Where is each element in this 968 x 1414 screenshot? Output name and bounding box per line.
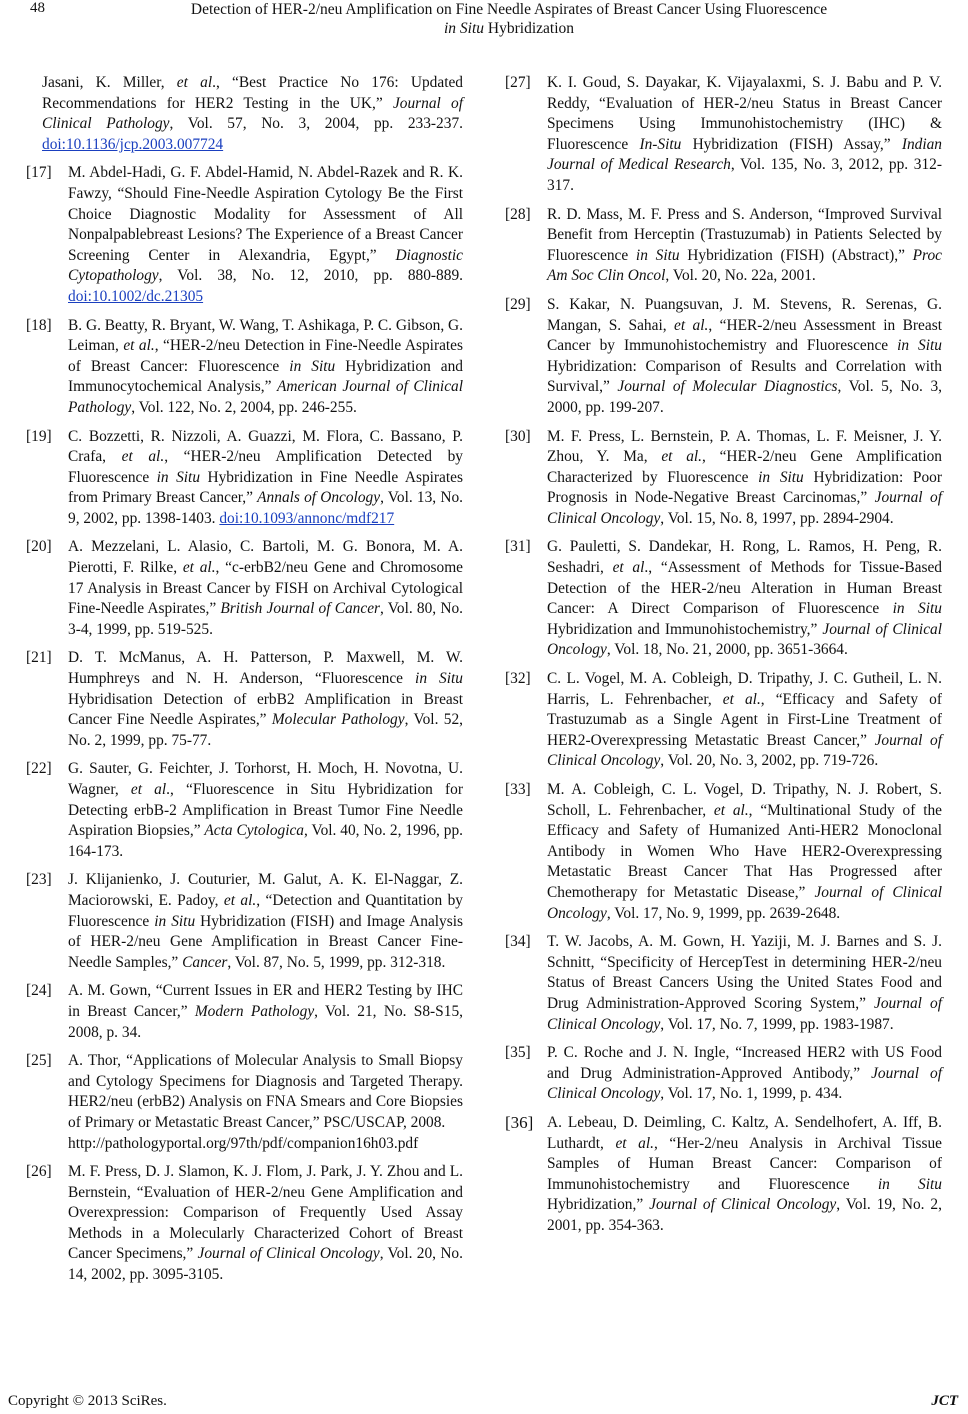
reference-number: [18] [26,316,52,334]
footer-journal: JCT [931,1393,958,1409]
reference-italic-text: et al. [223,891,257,909]
reference-text: A. Lebeau, D. Deimling, C. Kaltz, A. Sendelhofert, A. Iff, B. Luthardt, [547,1113,942,1152]
reference-text: , Vol. 17, No. 9, 1999, pp. 2639-2648. [606,904,841,922]
reference-text: Hybridization (FISH) (Abstract),” [679,246,913,264]
reference-entry [26,870,463,973]
reference-text: , Vol. 17, No. 7, 1999, pp. 1983-1987. [660,1015,894,1033]
reference-text: A. Thor, “Applications of Molecular Analysis to Small Biopsy and Cytology Specimens for Diagnosis and Targeted Therapy. HER2/neu (erbB2) Analysis on FNA Smears and Core Biopsies of Primary or Metastatic Breast Cancer,” PSC/USCAP, 2008. [68,1052,463,1131]
reference-number: [25] [26,1052,52,1070]
reference-entry [505,1043,942,1105]
reference-text: , Vol. 52, No. 2, 1999, pp. 75-77. [68,711,464,749]
reference-italic-text: American Journal of Clinical Pathology [68,378,463,416]
reference-text: , Vol. 18, No. 21, 2000, pp. 3651-3664. [606,641,848,659]
reference-italic-text: et al [130,781,167,798]
reference-text: Hybridisation Detection of erbB2 Amplification in Breast Cancer Fine Needle Aspirates,” [68,690,463,729]
reference-italic-text: Journal of Clinical Oncology [547,994,943,1033]
doi-link[interactable]: doi:10.1093/annonc/mdf217 [219,509,395,527]
reference-text: J. Klijanienko, J. Couturier, M. Galut, A. K. El-Naggar, Z. Maciorowski, E. Padoy, [68,871,463,909]
reference-entry [26,1162,463,1286]
reference-text: M. A. Cobleigh, C. L. Vogel, D. Tripathy, N. J. Robert, S. Scholl, L. Fehrenbacher, [547,781,942,819]
reference-text: , Vol. 135, No. 3, 2012, pp. 312-317. [547,156,942,194]
reference-number: [32] [505,670,531,688]
reference-number: [29] [505,295,531,313]
reference-text: Jasani, K. Miller, [42,74,177,91]
reference-entry [505,932,942,1035]
reference-text: S. Kakar, N. Puangsuvan, J. M. Stevens, R. Serenas, G. Mangan, S. Sahai, [547,295,942,334]
references-right-column [505,73,942,1244]
reference-text: , Vol. 122, No. 2, 2004, pp. 246-255. [131,398,357,416]
reference-text: ., “Fluorescence in Situ Hybridization for Detecting erbB-2 Amplification in Breast Tumor Fine Needle Aspiration Biopsies,” [68,781,463,840]
reference-entry [26,537,463,640]
reference-italic-text: in Situ [154,912,196,930]
reference-number: [23] [26,871,52,889]
reference-text: , Vol. 15, No. 8, 1997, pp. 2894-2904. [660,509,894,527]
reference-italic-text: et al. [722,690,761,708]
reference-entry [505,780,942,924]
reference-text: Hybridization: Comparison of Results and Correlation with Survival,” [547,357,942,396]
reference-text: K. I. Goud, S. Dayakar, K. Vijayalaxmi, S. J. Babu and P. V. Reddy, “Evaluation of HER-2/neu Status in Breast Cancer Specimens Using Immunohistochemistry (IHC) & Fluorescence [547,74,942,153]
reference-italic-text: et al. [713,801,749,819]
reference-text: P. C. Roche and J. N. Ingle, “Increased HER2 with US Food and Drug Administration-Approved Antibody,” [547,1044,942,1082]
reference-text: C. Bozzetti, R. Nizzoli, A. Guazzi, M. Flora, C. Bassano, P. Crafa, [68,427,463,466]
reference-italic-text: et al. [674,316,709,334]
reference-italic-text: in Situ [877,1175,942,1193]
page-number: 48 [30,0,45,16]
reference-text: G. Sauter, G. Feichter, J. Torhorst, H. Moch, H. Novotna, U. Wagner, [68,760,463,798]
reference-italic-text: et al [176,74,213,91]
reference-number: [24] [26,982,52,1000]
reference-text: , “Multinational Study of the Efficacy and Safety of Humanized Anti-HER2 Monoclonal Antibody in Women Who Have HER2-Overexpressing Metastatic Breast Cancer That Has Progressed after Chemotherapy for Metastatic Disease,” [547,801,942,901]
reference-italic-text: Journal of Clinical Oncology [547,883,942,922]
reference-italic-text: et al. [661,448,703,466]
reference-text: M. Abdel-Hadi, G. F. Abdel-Hamid, N. Abdel-Razek and R. K. Fawzy, “Should Fine-Needle Aspiration Cytology Be the First Choice Diagnostic Modality for Assessment of All Nonpalpablebreast Lesions? The Experience of a Breast Cancer Screening Center in Alexandria, Egypt,” [68,164,463,264]
reference-text: D. T. McManus, A. H. Patterson, P. Maxwell, M. W. Humphreys and N. H. Anderson, “Fluorescence [68,649,463,688]
reference-italic-text: Diagnostic Cytopathology [68,246,463,285]
reference-number: [31] [505,538,531,556]
reference-text: , Vol. 80, No. 3-4, 1999, pp. 519-525. [68,600,463,638]
references-left-column [26,73,463,1294]
running-head-line1: Detection of HER-2/neu Amplification on Fine Needle Aspirates of Breast Cancer Using Fluorescence [190,1,828,18]
reference-entry [26,163,463,307]
reference-italic-text: Journal of Clinical Oncology [547,731,942,770]
reference-text: , “HER-2/neu Assessment in Breast Cancer by Immunohistochemistry and Fluorescence [547,316,942,355]
reference-number: [28] [505,205,531,223]
reference-text: A. M. Gown, “Current Issues in ER and HER2 Testing by IHC in Breast Cancer,” [68,982,463,1020]
reference-text: M. F. Press, D. J. Slamon, K. J. Flom, J. Park, J. Y. Zhou and L. Bernstein, “Evaluation of HER-2/neu Gene Amplification and Overexpression: Comparison of Frequently Used Assay Methods in a Molecularly Characterized Cohort of Breast Cancer Specimens,” [68,1163,463,1263]
reference-italic-text: et al. [121,448,165,466]
reference-text: Hybridization and Immunocytochemical Analysis,” [68,357,464,396]
reference-text: C. L. Vogel, M. A. Cobleigh, D. Tripathy, J. C. Gutheil, L. N. Harris, L. Fehrenbacher, [547,670,942,708]
reference-text: , Vol. 20, No. 3, 2002, pp. 719-726. [660,752,879,770]
reference-italic-text: et al [612,559,645,577]
reference-italic-text: in Situ [289,357,336,375]
reference-italic-text: Journal of Clinical Oncology [649,1196,837,1214]
reference-text: ., “Best Practice No 176: Updated Recommendations for HER2 Testing in the UK,” [42,74,463,112]
reference-italic-text: Journal of Clinical Oncology [547,1064,943,1103]
reference-entry [26,73,463,155]
reference-italic-text: In-Situ [639,135,682,153]
reference-text: , “HER-2/neu Gene Amplification Characterized by Fluorescence [547,448,942,486]
reference-text: , Vol. 17, No. 1, 1999, p. 434. [660,1085,843,1103]
reference-italic-text: Cancer [182,953,228,971]
reference-text: B. G. Beatty, R. Bryant, W. Wang, T. Ashikaga, P. C. Gibson, G. Leiman, [68,316,463,355]
reference-italic-text: et al. [182,559,216,577]
reference-text: , “HER-2/neu Detection in Fine-Needle Aspirates of Breast Cancer: Fluorescence [68,337,463,375]
reference-text: Hybridization and Immunohistochemistry,” [547,620,823,638]
reference-italic-text: Journal of Clinical Oncology [547,489,942,527]
reference-text: , “Her-2/neu Analysis in Archival Tissue Samples of Human Breast Cancer: Comparison of Immunohistochemistry and Fluorescence [547,1134,942,1193]
reference-entry [26,981,463,1043]
reference-number: [19] [26,427,52,445]
reference-italic-text: Molecular Pathology [271,711,405,729]
reference-text: M. F. Press, L. Bernstein, P. A. Thomas, L. F. Meisner, J. Y. Zhou, Y. Ma, [547,427,942,466]
reference-italic-text: Indian Journal of Medical Research [547,135,942,174]
reference-italic-text: in Situ [635,246,680,264]
reference-entry [505,669,942,772]
reference-entry [505,427,942,530]
reference-entry [26,427,463,530]
doi-link[interactable]: doi:10.1136/jcp.2003.007724 [42,135,224,153]
reference-number: [30] [505,427,531,445]
reference-italic-text: Proc Am Soc Clin Oncol [547,246,942,285]
reference-text: Hybridization,” [547,1196,650,1214]
reference-text: , Vol. 21, No. S8-S15, 2008, p. 34. [68,1002,463,1041]
reference-italic-text: in Situ [156,468,201,486]
reference-text: T. W. Jacobs, A. M. Gown, H. Yaziji, M. J. Barnes and S. J. Schnitt, “Specificity of HercepTest in determining HER-2/neu Status of Breast Cancers Using the United States Food and Drug Administration-Approved Scoring System,” [547,933,942,1012]
reference-entry [26,316,463,419]
running-head-rest: Hybridization [484,20,574,37]
reference-italic-text: in Situ [758,468,804,486]
footer-copyright: Copyright © 2013 SciRes. [8,1393,167,1409]
reference-entry [505,73,942,197]
reference-text: Hybridization: Poor Prognosis in Node-Negative Breast Carcinomas,” [547,468,943,507]
reference-entry [505,205,942,287]
reference-number: [34] [505,933,531,951]
reference-italic-text: Journal of Molecular Diagnostics [617,378,838,396]
reference-number: [21] [26,649,52,667]
reference-italic-text: et al. [123,337,155,355]
reference-text: , Vol. 19, No. 2, 2001, pp. 354-363. [547,1196,942,1234]
reference-number: [27] [505,74,531,91]
reference-number: [17] [26,164,52,182]
reference-text: , “Efficacy and Safety of Trastuzumab as a Single Agent in First-Line Treatment of HER2-Overexpressing Metastatic Breast Cancer,” [547,690,942,749]
reference-text: A. Mezzelani, L. Alasio, C. Bartoli, M. G. Bonora, M. A. Pierotti, F. Rilke, [68,538,463,577]
reference-number: [20] [26,538,52,556]
reference-number: [33] [505,781,531,798]
reference-italic-text: in Situ [415,670,463,688]
running-head-italic: in Situ [443,20,485,37]
reference-text: , Vol. 20, No. 14, 2002, pp. 3095-3105. [68,1245,463,1284]
reference-italic-text: et al. [615,1134,654,1152]
reference-text: , “Detection and Quantitation by Fluorescence [68,891,464,930]
reference-text: , Vol. 13, No. 9, 2002, pp. 1398-1403. [68,489,463,527]
reference-text: , “HER-2/neu Amplification Detected by Fluorescence [68,448,463,486]
reference-number: [35] [505,1044,531,1062]
reference-entry [26,648,463,751]
reference-url: http://pathologyportal.org/97th/pdf/companion16h03.pdf [68,1134,419,1152]
reference-italic-text: Modern Pathology [194,1002,315,1020]
running-head-line2 [80,19,938,38]
reference-italic-text: Acta Cytologica [204,822,305,840]
reference-number: [22] [26,760,52,778]
reference-italic-text: in Situ [892,600,942,618]
running-head [80,0,938,38]
reference-entry [26,1051,463,1154]
reference-number: [26] [26,1163,52,1181]
reference-number: [36] [505,1112,534,1132]
reference-text: ., “Assessment of Methods for Tissue-Based Detection of the HER-2/neu Alteration in Human Breast Cancer: A Direct Comparison of Fluorescence [547,559,942,618]
reference-italic-text: Journal of Clinical Oncology [547,620,943,659]
reference-text: , Vol. 40, No. 2, 1996, pp. 164-173. [68,822,463,860]
reference-text: G. Pauletti, S. Dandekar, H. Rong, L. Ramos, H. Peng, R. Seshadri, [547,538,942,577]
reference-italic-text: in Situ [897,337,942,355]
reference-entry [26,759,463,862]
reference-entry [505,295,942,419]
reference-text: , Vol. 20, No. 22a, 2001. [665,267,816,285]
doi-link[interactable]: doi:10.1002/dc.21305 [68,287,204,305]
reference-italic-text: Journal of Clinical Oncology [197,1245,380,1263]
reference-text: Hybridization in Fine Needle Aspirates from Primary Breast Cancer,” [68,468,463,507]
reference-italic-text: British Journal of Cancer [220,600,381,618]
reference-text: R. D. Mass, M. F. Press and S. Anderson, “Improved Survival Benefit from Herceptin (Trastuzumab) in Patients Selected by Fluorescence [547,205,942,264]
reference-text: Hybridization (FISH) Assay,” [681,135,902,153]
reference-text: , “c-erbB2/neu Gene and Chromosome 17 Analysis in Breast Cancer by FISH on Archival Cytological Fine-Needle Aspirates,” [68,559,463,618]
reference-entry [505,537,942,661]
reference-text: , Vol. 57, No. 3, 2004, pp. 233-237. [169,115,463,133]
reference-italic-text: Journal of Clinical Pathology [42,94,463,133]
reference-italic-text: Annals of Oncology [257,489,381,507]
reference-entry [505,1113,942,1237]
reference-text: , Vol. 38, No. 12, 2010, pp. 880-889. [158,267,463,285]
reference-text: , Vol. 5, No. 3, 2000, pp. 199-207. [547,378,942,416]
reference-text: , Vol. 87, No. 5, 1999, pp. 312-318. [227,953,446,971]
reference-text: Hybridization (FISH) and Image Analysis of HER-2/neu Gene Amplification in Breast Cancer Fine-Needle Samples,” [68,912,464,971]
